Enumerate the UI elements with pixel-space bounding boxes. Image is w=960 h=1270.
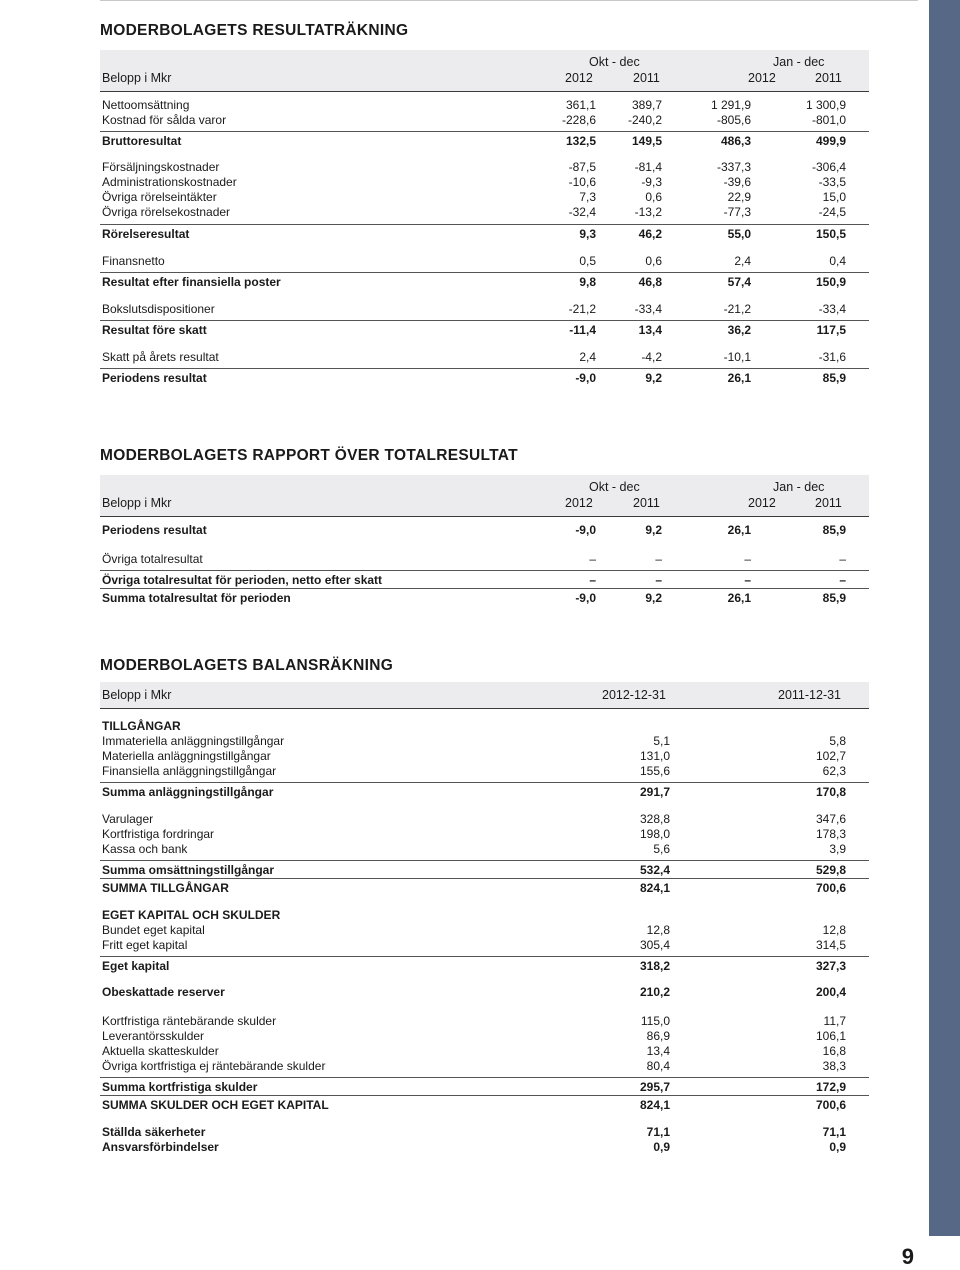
period-label-q4: Okt - dec [589,480,640,494]
row-label: Bruttoresultat [102,134,182,148]
cell-value: 155,6 [639,764,670,778]
row-label: Obeskattade reserver [102,985,225,999]
cell-value: 3,9 [829,842,846,856]
cell-value: 200,4 [815,985,846,999]
cell-value: 11,7 [823,1014,846,1028]
cell-value: -228,6 [561,113,596,127]
cell-value: 0,9 [653,1140,670,1154]
cell-value: 16,8 [822,1044,846,1058]
cell-value: 389,7 [631,98,662,112]
cell-value: -10,6 [568,175,596,189]
row-label: TILLGÅNGAR [102,719,181,733]
balance-table-header [100,682,869,709]
cell-value: 9,2 [645,591,662,605]
cell-value: 824,1 [639,1098,670,1112]
row-label: Immateriella anläggningstillgångar [102,734,285,748]
cell-value: 115,0 [640,1014,670,1028]
table-row [100,1059,869,1074]
cell-value: – [589,573,596,587]
cell-value: 132,5 [565,134,596,148]
cell-value: 7,3 [579,190,596,204]
cell-value: 198,0 [639,827,670,841]
total-title: MODERBOLAGETS RAPPORT ÖVER TOTALRESULTAT [100,447,518,464]
group-heading [100,908,869,923]
year-col-4: 2011 [815,496,842,510]
cell-value: – [744,552,751,566]
row-label: Nettoomsättning [102,98,190,112]
row-label: Periodens resultat [102,371,207,385]
cell-value: 9,3 [579,227,596,241]
cell-value: -77,3 [723,205,751,219]
row-label: Kortfristiga fordringar [102,827,215,841]
balance-sheet-section [100,656,869,1155]
cell-value: 9,8 [579,275,596,289]
table-row [100,523,869,538]
cell-value: 131,0 [639,749,670,763]
income-title: MODERBOLAGETS RESULTATRÄKNING [100,22,409,39]
cell-value: 172,9 [815,1080,846,1094]
row-label: Varulager [102,812,154,826]
period-label-year: Jan - dec [773,480,825,494]
cell-value: -32,4 [568,205,596,219]
table-row [100,160,869,175]
row-label: Summa anläggningstillgångar [102,785,274,799]
cell-value: 46,2 [638,227,662,241]
total-row [100,1095,869,1113]
cell-value: 210,2 [639,985,670,999]
cell-value: 291,7 [639,785,670,799]
cell-value: 532,4 [639,863,670,877]
subtotal-row [100,570,869,588]
cell-value: 62,3 [822,764,846,778]
table-row [100,1014,869,1029]
cell-value: 318,2 [639,959,670,973]
table-row [100,923,869,938]
row-label: Resultat före skatt [102,323,207,337]
unit-label: Belopp i Mkr [102,71,172,85]
row-label: EGET KAPITAL OCH SKULDER [102,908,281,922]
cell-value: -21,2 [568,302,596,316]
total-row [100,588,869,606]
subtotal-row [100,782,869,800]
cell-value: – [589,552,596,566]
table-row [100,98,869,113]
cell-value: 5,6 [653,842,670,856]
cell-value: 328,8 [639,812,670,826]
cell-value: 486,3 [720,134,751,148]
cell-value: 0,6 [645,190,662,204]
table-row [100,254,869,269]
year-col-3: 2012 [748,71,776,85]
cell-value: -13,2 [634,205,662,219]
cell-value: – [655,573,662,587]
cell-value: 314,5 [815,938,846,952]
income-statement-section [100,21,869,386]
cell-value: 26,1 [727,523,751,537]
row-label: Materiella anläggningstillgångar [102,749,271,763]
cell-value: 15,0 [822,190,846,204]
year-col-4: 2011 [815,71,842,85]
cell-value: 5,1 [653,734,670,748]
table-row [100,938,869,953]
date-col-1: 2012-12-31 [602,688,666,702]
cell-value: 117,5 [816,323,846,337]
cell-value: -81,4 [634,160,662,174]
cell-value: – [839,573,846,587]
cell-value: 106,1 [815,1029,846,1043]
row-label: Administrationskostnader [102,175,237,189]
unit-label: Belopp i Mkr [102,688,172,702]
cell-value: 2,4 [579,350,596,364]
cell-value: -21,2 [723,302,751,316]
cell-value: 150,5 [815,227,846,241]
table-row [100,552,869,567]
row-label: Bundet eget kapital [102,923,205,937]
cell-value: 700,6 [815,881,846,895]
row-label: Försäljningskostnader [102,160,220,174]
cell-value: -801,0 [811,113,846,127]
total-table-header [100,475,869,517]
cell-value: 0,6 [645,254,662,268]
cell-value: 327,3 [815,959,846,973]
cell-value: 2,4 [734,254,751,268]
table-row [100,1140,869,1155]
top-rule [100,0,918,1]
cell-value: 13,4 [638,323,662,337]
total-result-section [100,446,869,606]
table-row [100,842,869,857]
cell-value: 1 300,9 [805,98,846,112]
year-col-2: 2011 [633,71,660,85]
year-col-1: 2012 [565,71,593,85]
table-row [100,113,869,128]
income-table-header [100,50,869,92]
cell-value: 85,9 [822,371,846,385]
cell-value: 102,7 [815,749,846,763]
row-label: Övriga kortfristiga ej räntebärande skulder [102,1059,326,1073]
subtotal-row [100,131,869,149]
cell-value: -4,2 [641,350,662,364]
cell-value: -24,5 [818,205,846,219]
row-label: Eget kapital [102,959,170,973]
row-label: Summa kortfristiga skulder [102,1080,258,1094]
table-row [100,827,869,842]
subtotal-row [100,272,869,290]
balance-title: MODERBOLAGETS BALANSRÄKNING [100,657,394,674]
subtotal-row [100,224,869,242]
subtotal-row [100,320,869,338]
cell-value: 46,8 [638,275,662,289]
cell-value: 149,5 [631,134,662,148]
row-label: Bokslutsdispositioner [102,302,215,316]
row-label: SUMMA SKULDER OCH EGET KAPITAL [102,1098,329,1112]
row-label: Summa omsättningstillgångar [102,863,275,877]
cell-value: -306,4 [811,160,846,174]
row-label: Summa totalresultat för perioden [102,591,291,605]
cell-value: 13,4 [646,1044,670,1058]
table-row [100,350,869,365]
row-label: Fritt eget kapital [102,938,188,952]
cell-value: 0,5 [579,254,596,268]
cell-value: -31,6 [818,350,846,364]
row-label: Övriga rörelseintäkter [102,190,217,204]
cell-value: -240,2 [627,113,662,127]
cell-value: 71,1 [822,1125,846,1139]
unit-label: Belopp i Mkr [102,496,172,510]
row-label: Kassa och bank [102,842,188,856]
cell-value: 361,1 [565,98,596,112]
cell-value: 57,4 [727,275,751,289]
cell-value: -10,1 [723,350,751,364]
cell-value: – [839,552,846,566]
cell-value: 85,9 [822,523,846,537]
cell-value: 9,2 [645,523,662,537]
group-heading [100,719,869,734]
row-label: Resultat efter finansiella poster [102,275,281,289]
cell-value: 26,1 [727,591,751,605]
cell-value: -39,6 [723,175,751,189]
cell-value: 22,9 [727,190,751,204]
cell-value: 0,9 [829,1140,846,1154]
cell-value: 80,4 [646,1059,670,1073]
subtotal-row [100,956,869,974]
table-row [100,812,869,827]
cell-value: -9,3 [641,175,662,189]
cell-value: 499,9 [815,134,846,148]
cell-value: 26,1 [727,371,751,385]
total-row [100,878,869,896]
table-row [100,985,869,1000]
table-row [100,1044,869,1059]
cell-value: -337,3 [716,160,751,174]
cell-value: 36,2 [727,323,751,337]
cell-value: 170,8 [815,785,846,799]
cell-value: -33,4 [818,302,846,316]
period-label-year: Jan - dec [773,55,825,69]
table-row [100,749,869,764]
row-label: Aktuella skatteskulder [102,1044,219,1058]
cell-value: 55,0 [727,227,751,241]
row-label: Övriga rörelsekostnader [102,205,231,219]
cell-value: 85,9 [822,591,846,605]
table-row [100,302,869,317]
year-col-3: 2012 [748,496,776,510]
row-label: Kortfristiga räntebärande skulder [102,1014,277,1028]
row-label: SUMMA TILLGÅNGAR [102,881,229,895]
row-label: Rörelseresultat [102,227,190,241]
cell-value: 150,9 [815,275,846,289]
table-row [100,734,869,749]
row-label: Leverantörsskulder [102,1029,205,1043]
page-number: 9 [901,1244,914,1269]
cell-value: 5,8 [829,734,846,748]
table-row [100,190,869,205]
table-row [100,175,869,190]
cell-value: – [744,573,751,587]
row-label: Skatt på årets resultat [102,350,219,364]
date-col-2: 2011-12-31 [778,688,842,702]
row-label: Övriga totalresultat för perioden, netto efter skatt [102,573,383,587]
table-row [100,205,869,220]
row-label: Finansnetto [102,254,165,268]
cell-value: 178,3 [815,827,846,841]
cell-value: -9,0 [575,523,596,537]
year-col-1: 2012 [565,496,593,510]
cell-value: 529,8 [815,863,846,877]
cell-value: -33,5 [818,175,846,189]
year-col-2: 2011 [633,496,660,510]
cell-value: 305,4 [639,938,670,952]
cell-value: -33,4 [634,302,662,316]
cell-value: 12,8 [822,923,846,937]
cell-value: 86,9 [646,1029,670,1043]
side-color-bar [929,0,960,1236]
cell-value: 347,6 [815,812,846,826]
cell-value: 12,8 [646,923,670,937]
cell-value: 1 291,9 [710,98,751,112]
row-label: Ansvarsförbindelser [102,1140,219,1154]
cell-value: 295,7 [639,1080,670,1094]
cell-value: -9,0 [575,591,596,605]
cell-value: – [655,552,662,566]
row-label: Övriga totalresultat [102,552,203,566]
subtotal-row [100,860,869,878]
cell-value: 700,6 [815,1098,846,1112]
total-row [100,368,869,386]
row-label: Ställda säkerheter [102,1125,206,1139]
cell-value: -9,0 [575,371,596,385]
cell-value: -87,5 [568,160,596,174]
row-label: Kostnad för sålda varor [102,113,227,127]
cell-value: 0,4 [829,254,846,268]
cell-value: -805,6 [716,113,751,127]
table-row [100,764,869,779]
row-label: Finansiella anläggningstillgångar [102,764,277,778]
subtotal-row [100,1077,869,1095]
cell-value: 9,2 [645,371,662,385]
table-row [100,1029,869,1044]
cell-value: 71,1 [646,1125,670,1139]
cell-value: 824,1 [639,881,670,895]
cell-value: 38,3 [822,1059,846,1073]
table-row [100,1125,869,1140]
row-label: Periodens resultat [102,523,207,537]
period-label-q4: Okt - dec [589,55,640,69]
cell-value: -11,4 [569,323,596,337]
